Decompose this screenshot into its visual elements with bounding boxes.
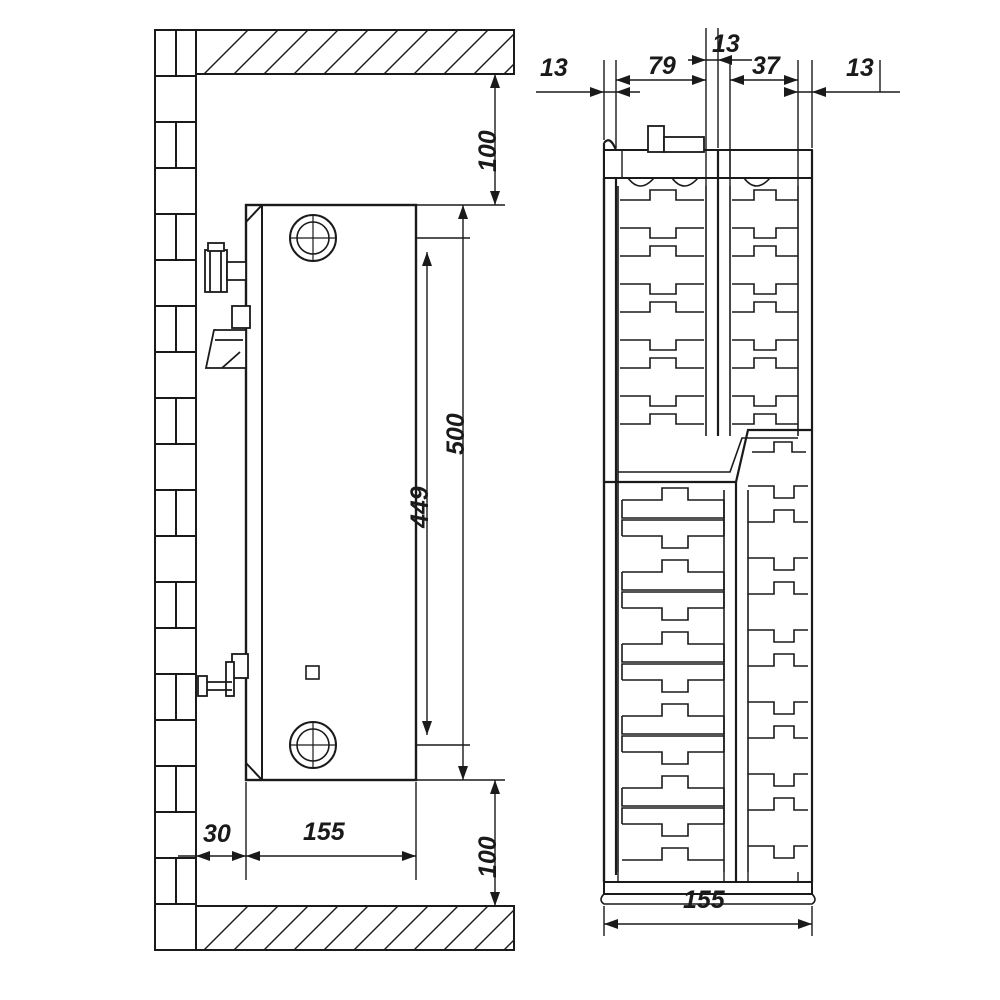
dim-panel-height-overall-label: 500 <box>442 413 470 455</box>
dim-front-convector-width-label: 79 <box>648 52 676 80</box>
dim-middle-panel-thickness-label: 13 <box>712 30 740 58</box>
dim-panel-depth-label: 155 <box>303 818 345 846</box>
dim-total-depth-label: 155 <box>683 886 725 914</box>
dim-panel-height-inner-label: 449 <box>406 486 434 528</box>
dim-front-panel-thickness-label: 13 <box>540 54 568 82</box>
dim-rear-panel-thickness-label: 13 <box>846 54 874 82</box>
dim-wall-offset-label: 30 <box>203 820 231 848</box>
dim-rear-convector-width-label: 37 <box>752 52 780 80</box>
dim-ceiling-clearance-label: 100 <box>474 130 502 172</box>
radiator-top-section <box>601 126 815 904</box>
dim-floor-clearance-label: 100 <box>474 836 502 878</box>
radiator-side-body <box>198 205 416 780</box>
